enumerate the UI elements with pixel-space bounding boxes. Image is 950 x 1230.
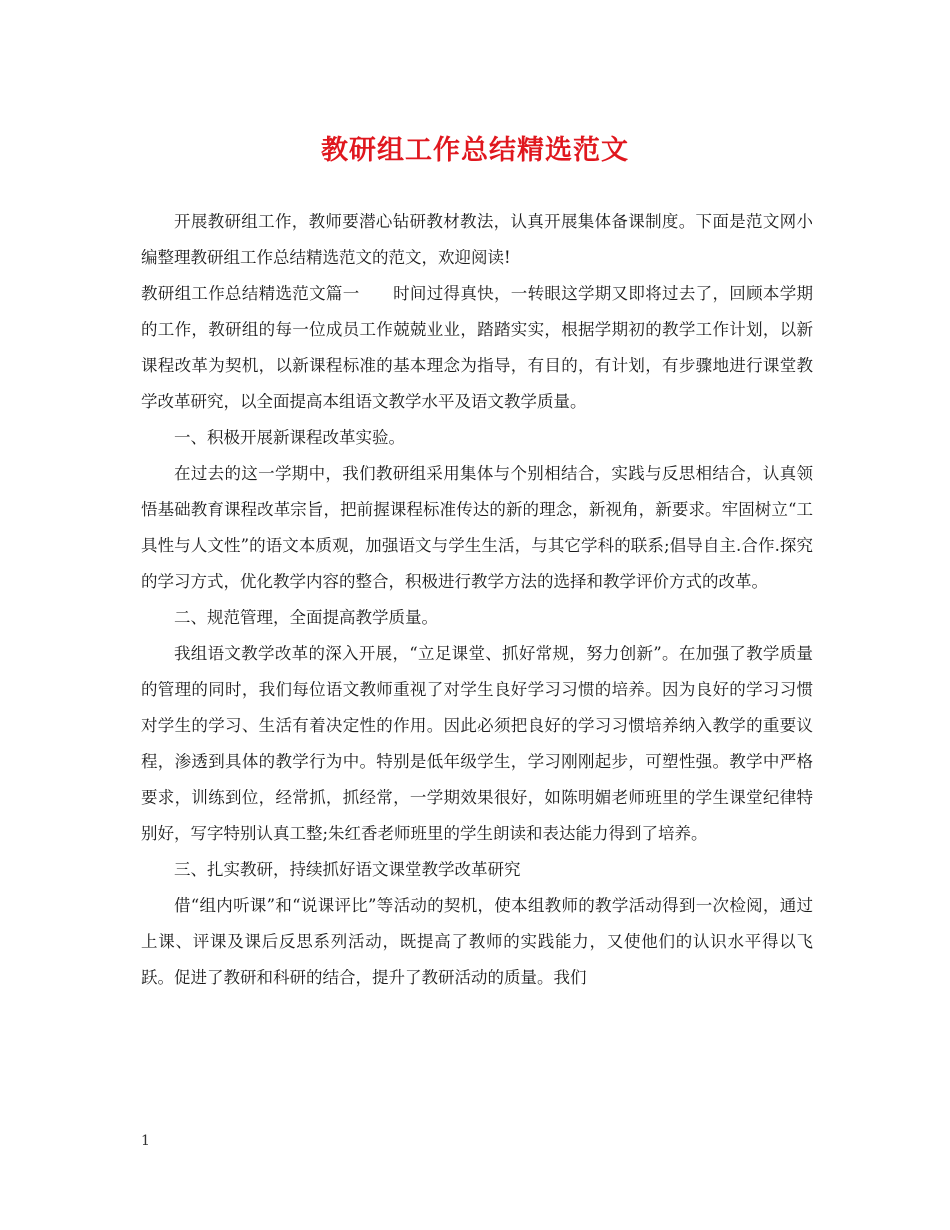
- document-body: [141, 204, 813, 996]
- paragraph-section-3: 借“组内听课”和“说课评比”等活动的契机，使本组教师的教学活动得到一次检阅，通过上课、评课及课后反思系列活动，既提高了教师的实践能力，又使他们的认识水平得以飞跃。促进了教研和科研的结合，提升了教研活动的质量。我们: [141, 896, 813, 987]
- paragraph-part-one: 教研组工作总结精选范文篇一 时间过得真快，一转眼这学期又即将过去了，回顾本学期的工作，教研组的每一位成员工作兢兢业业，踏踏实实，根据学期初的教学工作计划，以新课程改革为契机，以新课程标准的基本理念为指导，有目的，有计划，有步骤地进行课堂教学改革研究，以全面提高本组语文教学水平及语文教学质量。: [141, 284, 813, 411]
- paragraph-section-2: 我组语文教学改革的深入开展，“立足课堂、抓好常规，努力创新”。在加强了教学质量的管理的同时，我们每位语文教师重视了对学生良好学习习惯的培养。因为良好的学习习惯对学生的学习、生活有着决定性的作用。因此必须把良好的学习习惯培养纳入教学的重要议程，渗透到具体的教学行为中。特别是低年级学生，学习刚刚起步，可塑性强。教学中严格要求，训练到位，经常抓，抓经常，一学期效果很好，如陈明媚老师班里的学生课堂纪律特别好，写字特别认真工整;朱红香老师班里的学生朗读和表达能力得到了培养。: [141, 644, 813, 843]
- section-heading-2: 二、规范管理，全面提高教学质量。: [174, 608, 438, 627]
- paragraph-section-1: 在过去的这一学期中，我们教研组采用集体与个别相结合，实践与反思相结合，认真领悟基础教育课程改革宗旨，把前握课程标准传达的新的理念，新视角，新要求。牢固树立“工具性与人文性”的语文本质观，加强语文与学生生活，与其它学科的联系;倡导自主.合作.探究的学习方式，优化教学内容的整合，积极进行教学方法的选择和教学评价方式的改革。: [141, 464, 813, 591]
- section-heading-3: 三、扎实教研，持续抓好语文课堂教学改革研究: [174, 860, 521, 879]
- page-title: 教研组工作总结精选范文: [321, 135, 629, 166]
- section-heading-1: 一、积极开展新课程改革实验。: [174, 428, 405, 447]
- page-number: 1: [141, 1133, 150, 1149]
- paragraph-intro: 开展教研组工作，教师要潜心钻研教材教法，认真开展集体备课制度。下面是范文网小编整理教研组工作总结精选范文的范文，欢迎阅读!: [141, 212, 813, 267]
